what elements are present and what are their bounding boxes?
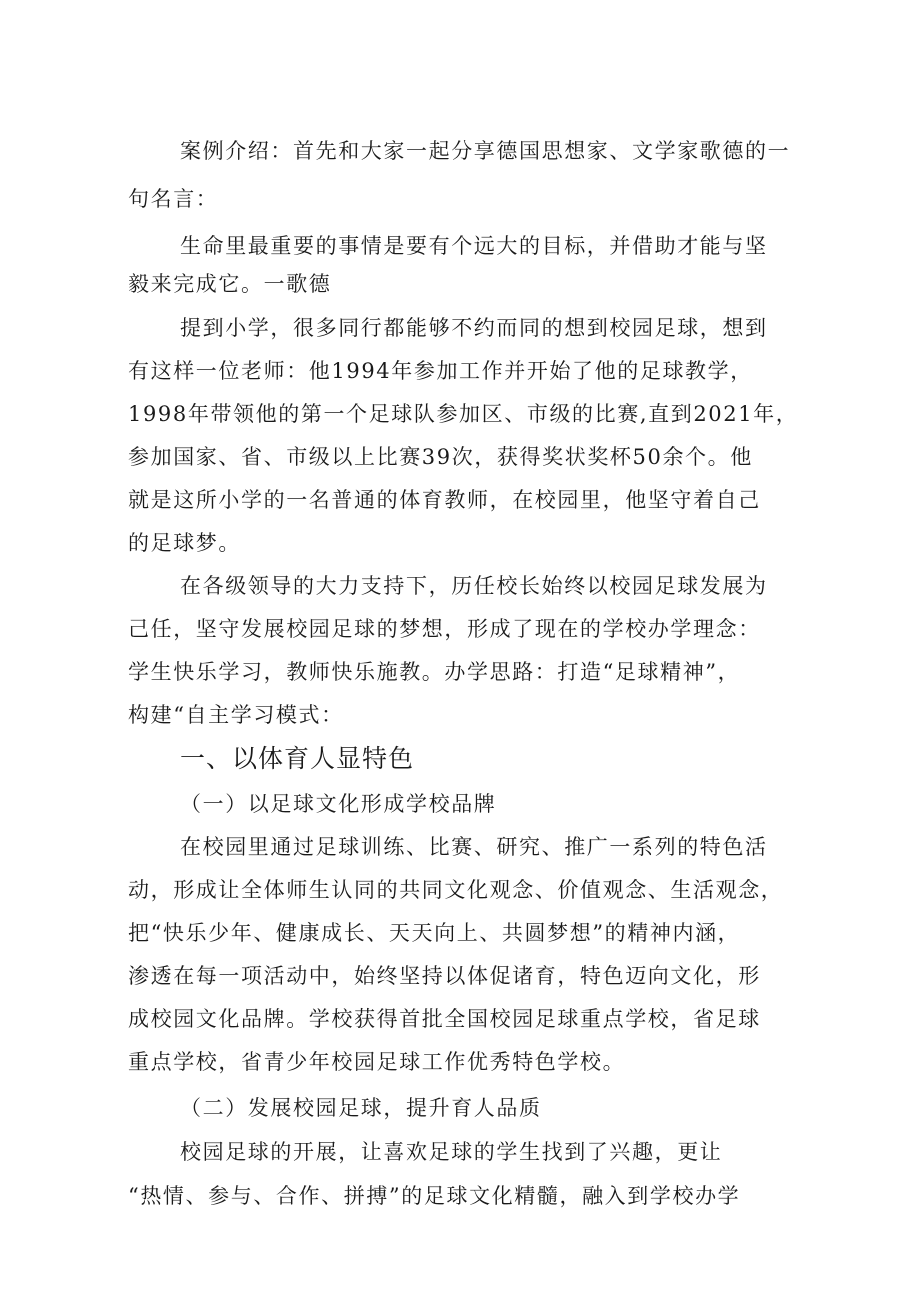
quote-line-1: 生命里最重要的事情是要有个远大的目标，并借助才能与坚 <box>180 234 768 258</box>
document-title <box>0 86 920 126</box>
paragraph-3-line-2: 动，形成让全体师生认同的共同文化观念、价值观念、生活观念， <box>128 878 784 902</box>
paragraph-2-line-2: 己任，坚守发展校园足球的梦想，形成了现在的学校办学理念： <box>128 617 761 641</box>
paragraph-3-line-3: 把“快乐少年、健康成长、天天向上、共圆梦想”的精神内涵， <box>128 921 741 945</box>
paragraph-1-line-6: 的足球梦。 <box>128 531 241 555</box>
paragraph-1-line-4: 参加国家、省、市级以上比赛39次，获得奖状奖杯50余个。他 <box>128 445 753 469</box>
paragraph-3-line-4: 渗透在每一项活动中，始终坚持以体促诸育，特色迈向文化，形 <box>128 964 761 988</box>
paragraph-2-line-3: 学生快乐学习，教师快乐施教。办学思路：打造“足球精神”， <box>128 660 741 684</box>
quote-line-2: 毅来完成它。一歌德 <box>128 272 332 296</box>
paragraph-1-line-3: 1998年带领他的第一个足球队参加区、市级的比赛,直到2021年， <box>128 402 799 426</box>
paragraph-1-line-2: 有这样一位老师：他1994年参加工作并开始了他的足球教学， <box>128 359 753 383</box>
intro-line-1: 案例介绍：首先和大家一起分享德国思想家、文学家歌德的一 <box>180 139 791 163</box>
paragraph-1-line-5: 就是这所小学的一名普通的体育教师，在校园里，他坚守着自己 <box>128 488 761 512</box>
paragraph-4-line-2: “热情、参与、合作、拼搏”的足球文化精髓，融入到学校办学 <box>128 1184 741 1208</box>
paragraph-3-line-1: 在校园里通过足球训练、比赛、研究、推广一系列的特色活 <box>180 835 768 859</box>
section-heading-1: 一、以体育人显特色 <box>180 744 415 773</box>
paragraph-2-line-1: 在各级领导的大力支持下，历任校长始终以校园足球发展为 <box>180 574 768 598</box>
subsection-heading-1: （一）以足球文化形成学校品牌 <box>180 792 497 816</box>
paragraph-3-line-5: 成校园文化品牌。学校获得首批全国校园足球重点学校，省足球 <box>128 1007 761 1031</box>
paragraph-4-line-1: 校园足球的开展，让喜欢足球的学生找到了兴趣，更让 <box>180 1140 723 1164</box>
paragraph-2-line-4: 构建“自主学习模式： <box>128 703 344 727</box>
paragraph-3-line-6: 重点学校，省青少年校园足球工作优秀特色学校。 <box>128 1050 626 1074</box>
intro-line-2: 句名言： <box>128 187 219 211</box>
paragraph-1-line-1: 提到小学，很多同行都能够不约而同的想到校园足球，想到 <box>180 316 768 340</box>
subsection-heading-2: （二）发展校园足球，提升育人品质 <box>180 1096 542 1120</box>
